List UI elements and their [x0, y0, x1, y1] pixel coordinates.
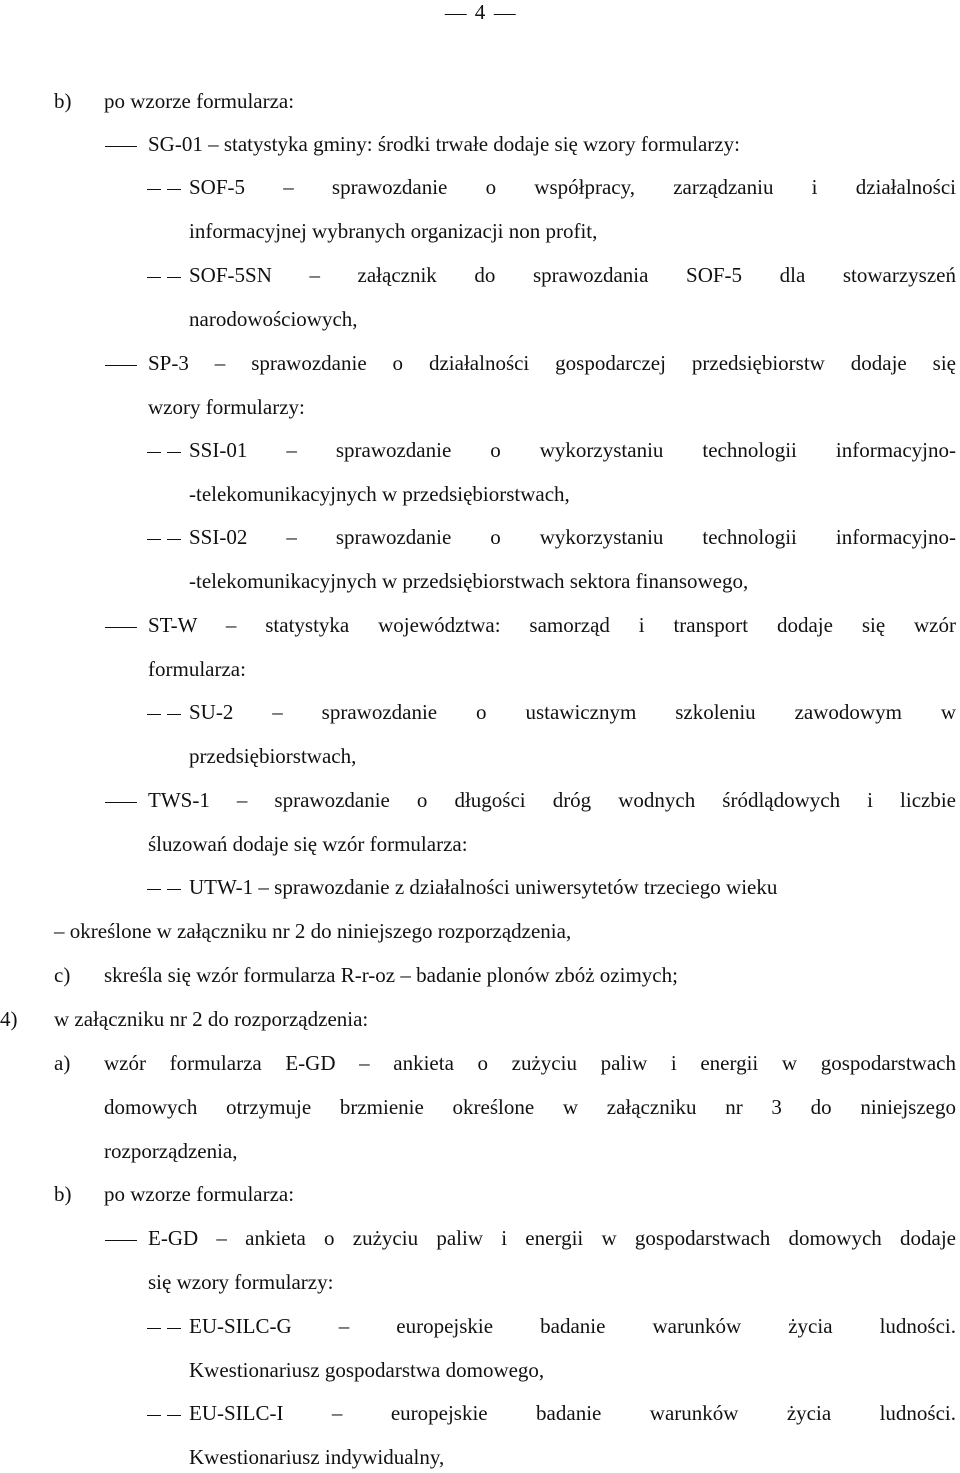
list-marker: b): [54, 1182, 72, 1206]
list-item-text: wzór formularza E-GD – ankieta o zużyciu paliw i energii w gospodarstwach: [104, 1051, 956, 1075]
list-marker: 4): [0, 1007, 18, 1031]
list-item-text: informacyjnej wybranych organizacji non profit,: [189, 219, 598, 243]
list-item-text: EU-SILC-I – europejskie badanie warunków życia ludności.: [189, 1401, 956, 1425]
list-item-text: po wzorze formularza:: [104, 89, 295, 113]
list-item-text: SU-2 – sprawozdanie o ustawicznym szkoleniu zawodowym w: [189, 700, 956, 724]
page-number: 4: [437, 0, 524, 25]
list-item-text: TWS-1 – sprawozdanie o długości dróg wodnych śródlądowych i liczbie: [148, 788, 956, 812]
list-item-text: SSI-02 – sprawozdanie o wykorzystaniu technologii informacyjno-: [189, 525, 956, 549]
list-item-text: Kwestionariusz gospodarstwa domowego,: [189, 1358, 545, 1382]
list-marker: a): [54, 1051, 71, 1075]
list-item-text: -telekomunikacyjnych w przedsiębiorstwach,: [189, 482, 570, 506]
list-item-text: EU-SILC-G – europejskie badanie warunków życia ludności.: [189, 1314, 956, 1338]
list-item-text: skreśla się wzór formularza R-r-oz – badanie plonów zbóż ozimych;: [104, 963, 678, 987]
list-item-text: się wzory formularzy:: [148, 1270, 334, 1294]
list-marker: c): [54, 963, 71, 987]
closing-clause: – określone w załączniku nr 2 do niniejszego rozporządzenia,: [54, 919, 572, 943]
list-marker: b): [54, 89, 72, 113]
list-item-text: UTW-1 – sprawozdanie z działalności uniwersytetów trzeciego wieku: [189, 875, 778, 899]
list-item-text: SOF-5 – sprawozdanie o współpracy, zarządzaniu i działalności: [189, 175, 956, 199]
list-item-text: śluzowań dodaje się wzór formularza:: [148, 832, 468, 856]
list-item-text: SOF-5SN – załącznik do sprawozdania SOF-5 dla stowarzyszeń: [189, 263, 956, 287]
list-item-text: ST-W – statystyka województwa: samorząd i transport dodaje się wzór: [148, 613, 956, 637]
list-item-text: po wzorze formularza:: [104, 1182, 295, 1206]
list-item-text: rozporządzenia,: [104, 1139, 238, 1163]
list-item-text: formularza:: [148, 657, 246, 681]
list-item-text: w załączniku nr 2 do rozporządzenia:: [54, 1007, 369, 1031]
list-item-text: domowych otrzymuje brzmienie określone w załączniku nr 3 do niniejszego: [104, 1095, 956, 1119]
list-item-text: SP-3 – sprawozdanie o działalności gospodarczej przedsiębiorstw dodaje się: [148, 351, 956, 375]
page-number-dash-right: [493, 14, 515, 15]
list-item-text: wzory formularzy:: [148, 395, 305, 419]
list-item-text: SG-01 – statystyka gminy: środki trwałe dodaje się wzory formularzy:: [148, 132, 740, 156]
list-item-text: SSI-01 – sprawozdanie o wykorzystaniu technologii informacyjno-: [189, 438, 956, 462]
list-item-text: narodowościowych,: [189, 307, 358, 331]
list-item-text: Kwestionariusz indywidualny,: [189, 1445, 445, 1469]
page-number-dash-left: [445, 14, 467, 15]
list-item-text: E-GD – ankieta o zużyciu paliw i energii w gospodarstwach domowych dodaje: [148, 1226, 956, 1250]
list-item-text: przedsiębiorstwach,: [189, 744, 357, 768]
list-item-text: -telekomunikacyjnych w przedsiębiorstwach sektora finansowego,: [189, 569, 749, 593]
